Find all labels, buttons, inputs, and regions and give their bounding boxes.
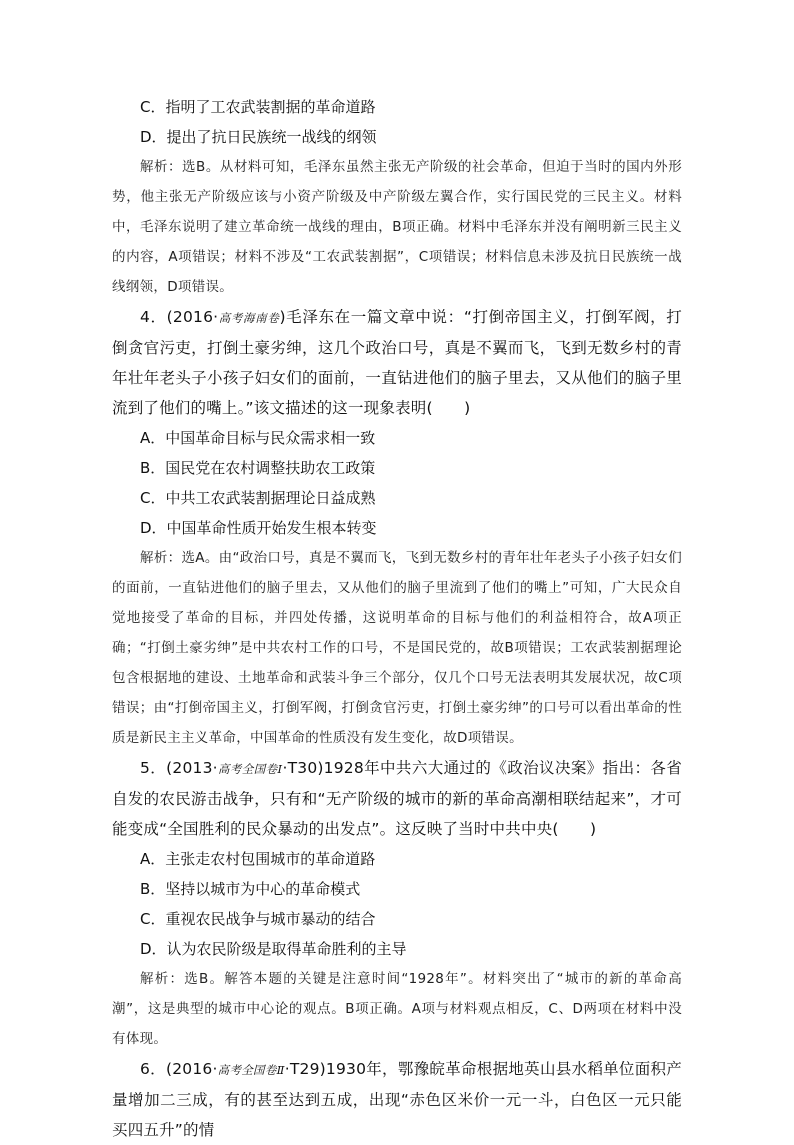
q5-option-d: D．认为农民阶级是取得革命胜利的主导 [140, 940, 407, 958]
question-6 [112, 1054, 682, 1145]
q5-option-b: B．坚持以城市为中心的革命模式 [140, 880, 361, 898]
q5-source: 高考全国卷Ⅰ [217, 762, 283, 776]
q6-stem-text: ·T29)1930年，鄂豫皖革命根据地英山县水稻单位面积产量增加二三成，有的甚至达到五成，出现“赤色区米价一元一斗，白色区一元只能买四五升”的情 [112, 1060, 682, 1139]
q4-option-c: C．中共工农武装割据理论日益成熟 [140, 489, 376, 507]
q5-option-a: A．主张走农村包围城市的革命道路 [140, 850, 376, 868]
q3-explanation: 解析：选B。从材料可知，毛泽东虽然主张无产阶级的社会革命，但迫于当时的国内外形势，他主张无产阶级应该与小资产阶级及中产阶级左翼合作，实行国民党的三民主义。材料中，毛泽东说明了建立革命统一战线的理由，B项正确。材料中毛泽东并没有阐明新三民主义的内容，A项错误；材料不涉及“工农武装割据”，C项错误；材料信息未涉及抗日民族统一战线纲领，D项错误。 [112, 159, 682, 295]
q5-explanation: 解析：选B。解答本题的关键是注意时间“1928年”。材料突出了“城市的新的革命高潮”，这是典型的城市中心论的观点。B项正确。A项与材料观点相反，C、D两项在材料中没有体现。 [112, 971, 682, 1047]
q3-option-c: C．指明了工农武装割据的革命道路 [140, 98, 376, 116]
q5-option-c: C．重视农民战争与城市暴动的结合 [140, 910, 376, 928]
q4-option-a: A．中国革命目标与民众需求相一致 [140, 429, 376, 447]
q6-source: 高考全国卷Ⅱ [217, 1063, 285, 1077]
q6-stem [112, 1054, 682, 1145]
question-5 [112, 753, 682, 1054]
q6-number: 6．(2016· [140, 1060, 218, 1078]
q4-option-b: B．国民党在农村调整扶助农工政策 [140, 459, 376, 477]
q5-number: 5．(2013· [140, 759, 218, 777]
question-3 [112, 92, 682, 302]
q4-number: 4．(2016· [140, 308, 219, 326]
q5-stem-text: ·T30)1928年中共六大通过的《政治议决案》指出：各省自发的农民游击战争，只有和“无产阶级的城市的新的革命高潮相联结起来”，才可能变成“全国胜利的民众暴动的出发点”。这反映了当时中共中央( ) [112, 759, 682, 838]
q4-stem-text: )毛泽东在一篇文章中说：“打倒帝国主义，打倒军阀，打倒贪官污吏，打倒土豪劣绅，这几个政治口号，真是不翼而飞，飞到无数乡村的青年壮年老头子小孩子妇女们的面前，一直钻进他们的脑子里去，又从他们的脑子里流到了他们的嘴上。”该文描述的这一现象表明( ) [112, 308, 682, 417]
page-content [112, 92, 682, 1145]
q4-option-d: D．中国革命性质开始发生根本转变 [140, 519, 377, 537]
q4-explanation: 解析：选A。由“政治口号，真是不翼而飞，飞到无数乡村的青年壮年老头子小孩子妇女们的面前，一直钻进他们的脑子里去，又从他们的脑子里流到了他们的嘴上”可知，广大民众自觉地接受了革命的目标，并四处传播，这说明革命的目标与他们的利益相符合，故A项正确；“打倒土豪劣绅”是中共农村工作的口号，不是国民党的，故B项错误；工农武装割据理论包含根据地的建设、土地革命和武装斗争三个部分，仅几个口号无法表明其发展状况，故C项错误；由“打倒帝国主义，打倒军阀，打倒贪官污吏，打倒土豪劣绅”的口号可以看出革命的性质是新民主主义革命，中国革命的性质没有发生变化，故D项错误。 [112, 550, 682, 746]
q5-stem [112, 753, 682, 844]
q4-stem [112, 302, 682, 423]
q3-option-d: D．提出了抗日民族统一战线的纲领 [140, 128, 377, 146]
question-4 [112, 302, 682, 753]
q4-source: 高考海南卷 [218, 311, 280, 325]
